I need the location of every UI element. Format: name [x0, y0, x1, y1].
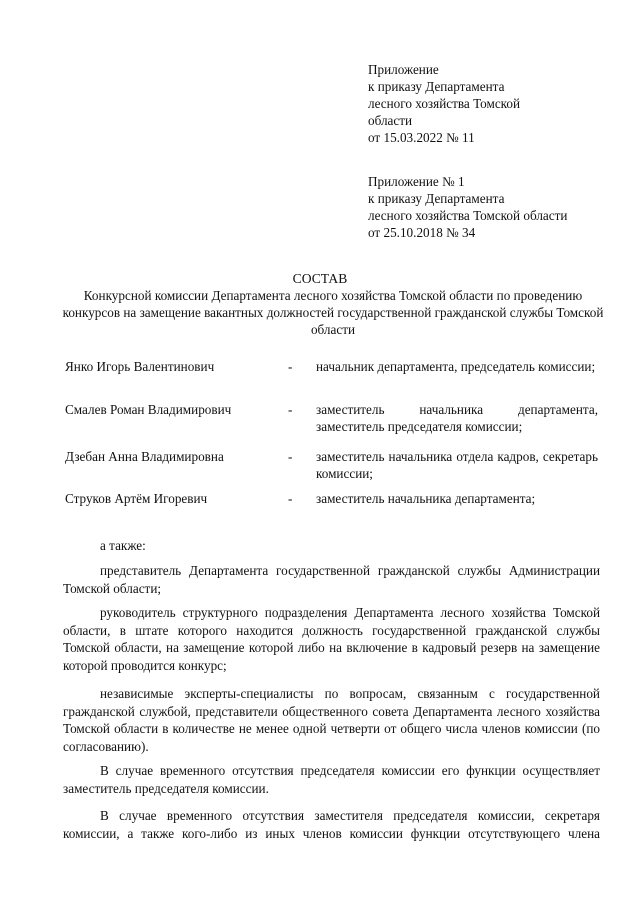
document-subtitle: [58, 287, 608, 338]
appendix-line: лесного хозяйства Томской области: [368, 208, 568, 223]
subtitle-text: Конкурсной комиссии Департамента лесного хозяйства Томской области по проведению конкурсов на замещение вакантных должностей государственной гражданской службы Томской области: [62, 288, 604, 337]
paragraph: В случае временного отсутствия председателя комиссии его функции осуществляет заместитель председателя комиссии.: [63, 763, 600, 796]
appendix-current-header: [368, 61, 520, 146]
appendix-original-header: [368, 173, 567, 241]
appendix-line: от 25.10.2018 № 34: [368, 225, 476, 240]
appendix-line: лесного хозяйства Томской: [368, 96, 521, 111]
member-name: Дзебан Анна Владимировна: [65, 449, 224, 464]
paragraph: независимые эксперты-специалисты по вопросам, связанным с государственной гражданской службой, представители общественного совета Департамента лесного хозяйства Томской области в количестве не менее одной четверти от общего числа членов комиссии (по согласованию).: [63, 686, 600, 754]
member-role: заместитель начальника отдела кадров, секретарь комиссии;: [316, 449, 598, 481]
member-role: заместитель начальника департамента;: [316, 491, 536, 506]
document-title: СОСТАВ: [292, 271, 348, 286]
paragraph: руководитель структурного подразделения Департамента лесного хозяйства Томской области, в штате которого находится должность государственной гражданской службы Томской области, на замещение которой либо на включение в кадровый резерв на замещение которой проводится конкурс;: [63, 605, 600, 673]
appendix-line: Приложение: [368, 62, 439, 77]
member-name: Смалев Роман Владимирович: [65, 402, 232, 417]
member-name: Струков Артём Игоревич: [65, 491, 208, 506]
paragraph: представитель Департамента государственной гражданской службы Администрации Томской области;: [63, 563, 600, 596]
member-role: начальник департамента, председатель комиссии;: [316, 359, 596, 374]
appendix-line: к приказу Департамента: [368, 79, 505, 94]
member-dash: -: [288, 359, 293, 374]
appendix-line: области: [368, 113, 413, 128]
also-label: а также:: [100, 538, 146, 553]
appendix-line: к приказу Департамента: [368, 191, 505, 206]
appendix-line: Приложение № 1: [368, 174, 465, 189]
member-name: Янко Игорь Валентинович: [65, 359, 215, 374]
member-dash: -: [288, 449, 293, 464]
member-role: заместитель начальника департамента, заместитель председателя комиссии;: [316, 402, 598, 434]
member-dash: -: [288, 402, 293, 417]
appendix-line: от 15.03.2022 № 11: [368, 130, 475, 145]
member-dash: -: [288, 491, 293, 506]
paragraph: В случае временного отсутствия заместителя председателя комиссии, секретаря комиссии, а также кого-либо из иных членов комиссии функции отсутствующего члена: [63, 808, 600, 841]
